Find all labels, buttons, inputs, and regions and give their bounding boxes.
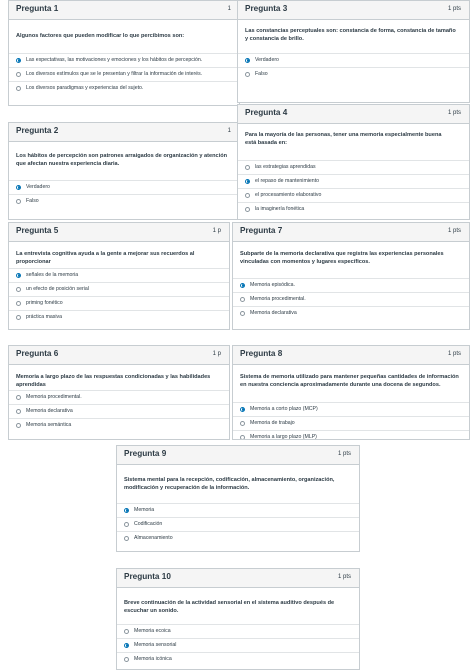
question-text: Las constancias perceptuales son: constancia de forma, constancia de tamaño y constancia de brillo. (245, 28, 456, 43)
radio-empty-icon[interactable] (245, 165, 250, 170)
radio-empty-icon[interactable] (240, 297, 245, 302)
answer-label: Memoria semántica (26, 422, 72, 428)
answer-label: práctica masiva (26, 314, 63, 320)
answer-option[interactable] (117, 638, 359, 651)
radio-selected-icon[interactable] (16, 185, 21, 190)
answer-label: Las expectativas, las motivaciones y emociones y los hábitos de percepción. (26, 57, 203, 63)
answer-option[interactable] (9, 268, 229, 281)
answer-label: priming fonético (26, 300, 63, 306)
question-title: Pregunta 9 (124, 449, 167, 458)
answer-option[interactable] (9, 81, 239, 94)
answer-option[interactable] (9, 418, 229, 431)
answer-label: Falso (26, 198, 39, 204)
answer-option[interactable] (233, 278, 469, 291)
question-header (117, 569, 359, 588)
question-card (8, 222, 230, 330)
question-title: Pregunta 8 (240, 349, 283, 358)
question-points: 1 pts (447, 228, 461, 234)
question-points: 1 pts (447, 6, 461, 12)
question-text: Para la mayoría de las personas, tener una memoria especialmente buena está basada en: (245, 132, 442, 147)
radio-empty-icon[interactable] (124, 657, 129, 662)
question-points: 1 p (212, 351, 221, 357)
answer-label: señales de la memoria (26, 272, 79, 278)
answer-label: Memoria icónica (134, 656, 172, 662)
answer-option[interactable] (117, 531, 359, 544)
radio-selected-icon[interactable] (240, 407, 245, 412)
question-points: 1 (227, 6, 231, 12)
answer-label: la imaginería fonética (255, 206, 305, 212)
question-card (116, 445, 360, 552)
question-card (8, 345, 230, 440)
question-header (9, 1, 239, 20)
answer-label: Almacenamiento (134, 535, 173, 541)
answer-label: las estrategias aprendidas (255, 164, 316, 170)
answer-label: Memoria declarativa (26, 408, 73, 414)
answer-option[interactable] (238, 188, 469, 201)
question-title: Pregunta 3 (245, 4, 288, 13)
answer-label: Memoria ecoica (134, 628, 171, 634)
question-text: Los hábitos de percepción son patrones arraigados de organización y atención que afectan nuestra experiencia diaria. (16, 153, 228, 168)
answer-option[interactable] (233, 292, 469, 305)
radio-selected-icon[interactable] (16, 273, 21, 278)
answer-label: Memoria episódica. (250, 282, 295, 288)
answer-option[interactable] (117, 624, 359, 637)
question-title: Pregunta 10 (124, 572, 171, 581)
answer-label: Memoria declarativa (250, 310, 297, 316)
answer-option[interactable] (233, 416, 469, 429)
radio-empty-icon[interactable] (240, 421, 245, 426)
answer-option[interactable] (9, 296, 229, 309)
answer-option[interactable] (117, 652, 359, 665)
question-header (238, 105, 469, 124)
answer-option[interactable] (238, 174, 469, 187)
question-card (116, 568, 360, 670)
answer-label: Codificación (134, 521, 163, 527)
radio-empty-icon[interactable] (16, 409, 21, 414)
answer-option[interactable] (233, 430, 469, 440)
question-text: La entrevista cognitiva ayuda a la gente a mejorar sus recuerdos al proporcionar (16, 251, 195, 266)
answer-label: Memoria de trabajo (250, 420, 295, 426)
answer-label: un efecto de posición serial (26, 286, 89, 292)
question-text: Algunos factores que pueden modificar lo que percibimos son: (16, 33, 185, 39)
answer-option[interactable] (9, 404, 229, 417)
radio-empty-icon[interactable] (16, 395, 21, 400)
question-card (8, 0, 240, 106)
question-text: Memoria a largo plazo de las respuestas condicionadas y las habilidades aprendidas (16, 374, 211, 389)
question-title: Pregunta 7 (240, 226, 283, 235)
question-points: 1 pts (447, 351, 461, 357)
answer-option[interactable] (117, 503, 359, 516)
question-header (9, 223, 229, 242)
question-points: 1 pts (337, 574, 351, 580)
question-header (117, 446, 359, 465)
answer-option[interactable] (233, 402, 469, 415)
answer-label: Verdadero (255, 57, 279, 63)
radio-empty-icon[interactable] (124, 536, 129, 541)
radio-empty-icon[interactable] (16, 287, 21, 292)
question-title: Pregunta 4 (245, 108, 288, 117)
answer-label: Memoria procedimental. (26, 394, 82, 400)
answer-label: Los diversos paradigmas y experiencias del sujeto. (26, 85, 144, 91)
question-card (232, 222, 470, 330)
radio-empty-icon[interactable] (240, 435, 245, 440)
answer-option[interactable] (9, 390, 229, 403)
answer-option[interactable] (117, 517, 359, 530)
radio-empty-icon[interactable] (16, 423, 21, 428)
answer-option[interactable] (238, 160, 469, 173)
question-header (9, 346, 229, 365)
question-title: Pregunta 6 (16, 349, 59, 358)
question-points: 1 pts (337, 451, 351, 457)
question-card (232, 345, 470, 440)
question-title: Pregunta 5 (16, 226, 59, 235)
radio-empty-icon[interactable] (16, 86, 21, 91)
radio-empty-icon[interactable] (16, 199, 21, 204)
question-text: Breve continuación de la actividad sensorial en el sistema auditivo después de escuchar un sonido. (124, 600, 335, 615)
question-card (237, 0, 470, 103)
answer-label: el procesamiento elaborativo (255, 192, 322, 198)
radio-empty-icon[interactable] (245, 207, 250, 212)
question-points: 1 (227, 128, 231, 134)
question-header (238, 1, 469, 20)
answer-option[interactable] (9, 53, 239, 66)
question-points: 1 p (212, 228, 221, 234)
radio-empty-icon[interactable] (16, 301, 21, 306)
answer-label: Memoria procedimental. (250, 296, 306, 302)
answer-label: el repaso de mantenimiento (255, 178, 320, 184)
answer-option[interactable] (233, 306, 469, 319)
answer-label: Verdadero (26, 184, 50, 190)
question-header (9, 123, 239, 142)
question-text: Sistema mental para la recepción, codificación, almacenamiento, organización, modificación y recuperación de la información. (124, 477, 335, 492)
answer-label: Falso (255, 71, 268, 77)
radio-empty-icon[interactable] (124, 629, 129, 634)
answer-option[interactable] (9, 194, 239, 207)
question-card (8, 122, 240, 220)
radio-selected-icon[interactable] (245, 58, 250, 63)
question-header (233, 346, 469, 365)
radio-selected-icon[interactable] (245, 179, 250, 184)
radio-empty-icon[interactable] (240, 311, 245, 316)
answer-label: Memoria (134, 507, 155, 513)
radio-selected-icon[interactable] (240, 283, 245, 288)
question-text: Sistema de memoria utilizado para mantener pequeñas cantidades de información en nuestra conciencia aproximadamente durante una docena de segundos. (240, 374, 459, 389)
radio-selected-icon[interactable] (124, 508, 129, 513)
radio-selected-icon[interactable] (124, 643, 129, 648)
answer-option[interactable] (238, 67, 469, 80)
radio-empty-icon[interactable] (16, 315, 21, 320)
answer-option[interactable] (238, 202, 469, 215)
answer-option[interactable] (9, 310, 229, 323)
answer-option[interactable] (9, 67, 239, 80)
question-points: 1 pts (447, 110, 461, 116)
radio-empty-icon[interactable] (16, 72, 21, 77)
answer-option[interactable] (9, 180, 239, 193)
question-card (237, 104, 470, 220)
question-title: Pregunta 1 (16, 4, 59, 13)
answer-option[interactable] (9, 282, 229, 295)
radio-selected-icon[interactable] (16, 58, 21, 63)
answer-label: Memoria sensorial (134, 642, 177, 648)
question-header (233, 223, 469, 242)
answer-label: Memoria a corto plazo (MCP) (250, 406, 318, 412)
radio-empty-icon[interactable] (245, 72, 250, 77)
answer-label: Memoria a largo plazo (MLP) (250, 434, 317, 440)
answer-option[interactable] (238, 53, 469, 66)
question-title: Pregunta 2 (16, 126, 59, 135)
question-text: Subparte de la memoria declarativa que registra las experiencias personales vinculadas con momentos y lugares específicos. (240, 251, 444, 266)
answer-label: Los diversos estímulos que se le presentan y filtrar la información de interés. (26, 71, 203, 77)
radio-empty-icon[interactable] (124, 522, 129, 527)
radio-empty-icon[interactable] (245, 193, 250, 198)
